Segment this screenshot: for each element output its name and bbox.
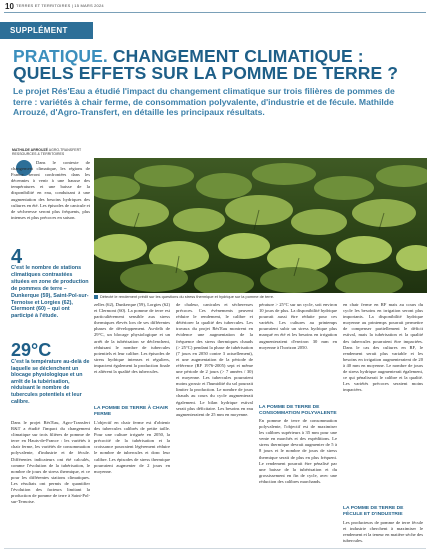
article-title [13, 48, 418, 82]
subheading-fecule-industrie: LA POMME DE TERRE DE FÉCULE ET D'INDUSTRIE [343, 506, 404, 517]
potato-field-photo [94, 158, 427, 293]
column-3-text-2: En pomme de terre de consommation polyvalente, l'objectif est de maximiser les calibres supérieurs à 35 mm pour une vente en marchés et des expéditions. Le stress thermique devrait augmenter de 5 à 8 jours et le nombre de jours de stress thermique serait de plus en plus fréquent. Le rendement pourrait être pénalisé par une baisse de la tubérisation et du grossissement en fin de cycle, avec une réduction des calibres marchands. [259, 418, 337, 484]
caption-square-icon [94, 295, 98, 299]
title-kicker: PRATIQUE. [13, 46, 108, 66]
title-line-1: CHANGEMENT CLIMATIQUE : [107, 46, 364, 66]
stat-text-temperature: C'est la température au-delà de laquelle se déclenchent un blocage physiologique et un arrêt de la tubérisation, réduisant le nombre de tubercules potentiels et leur calibre. [11, 359, 90, 405]
photo-caption-text: Détecté le rendement prédit sur les questions du stress thermique et hydrique sur la pomme de terre. [100, 294, 275, 299]
byline [12, 148, 92, 157]
subheading-consommation: LA POMME DE TERRE DE CONSOMMATION POLYVALENTE [259, 405, 337, 416]
page-number: 10 [5, 2, 14, 11]
stat-text-stations: C'est le nombre de stations climatiques contrastées situées en zone de production de pommes de terre – Dunkerque (59), Saint-Pol-sur-Ternoise et Lorgies (62), Clermont (60) – qui ont participé à l'étude. [11, 265, 89, 320]
column-4-text-2: Les producteurs de pomme de terre fécule et industrie cherchent à maximiser le rendement et la teneur en matière sèche des tubercules. [343, 520, 423, 544]
potato-plants-image [94, 158, 427, 293]
column-1-text: zelles (62), Dunkerque (59), Lorgies (62) et Clermont (60). La pomme de terre est particulièrement sensible aux stress thermiques élevés lors de ses différentes phases de développement. Au-delà de 29°C, un blocage physiologique et un arrêt de la tubérisation se déclenchent, réduisant le nombre de tubercules potentiels et leur calibre. Les épisodes de stress hydrique intenses et réguliers, impactent également la production finale et altèrent la qualité des tubercules. [94, 302, 170, 375]
title-line-2: QUELS EFFETS SUR LA POMME DE TERRE ? [13, 63, 399, 83]
subheading-chair-ferme: LA POMME DE TERRE À CHAIR FERME [94, 406, 168, 417]
section-label: SUPPLÉMENT [0, 22, 93, 39]
column-1-text-2: L'objectif en chair ferme est d'obtenir des tubercules calibrés de petite taille. Pour une culture irriguée en 2050, la précocité de la tubérisation et la croissance pourraient légèrement réduire le nombre de tubercules et donc leur calibre. Les épisodes de stress thermique pourraient augmenter de 2 jours en moyenne. [94, 420, 170, 474]
author-org: AGRO-TRANSFERT RESSOURCES & TERRITOIRES [12, 148, 82, 157]
bottom-rule [4, 548, 426, 549]
header-rule [4, 12, 426, 13]
stat-value-temperature: 29°C [11, 340, 52, 360]
column-2-text: de chaleur, canicules et sécheresses précoces. Ces évènements peuvent réduire le rendement, le calibre et détériorer la qualité des tubercules. Les travaux du projet Rés'Eau montrent en évidence une augmentation de la fréquence des stress thermiques chauds (> 25°C) pendant la phase de tubérisation (7 jours en 2050 contre 3 actuellement), et une augmentation de la période de référence (RF 1976-2005) sept et même une période de 2 jours (> 7 années / 30) et moyenne. Les tubercules pourraient moins grossir et l'humidité du sol pourrait limiter la production. Le nombre de jours chauds au cours du cycle augmenterait également. Le bilan hydrique estival serait plus déficitaire. Les besoins en eau augmenteraient de 25 mm en moyenne. [176, 302, 253, 417]
publication-header: TERRES ET TERRITOIRES | 15 MARS 2024 [16, 3, 104, 8]
photo-caption [94, 294, 427, 299]
standfirst: Le projet Rés'Eau a étudié l'impact du changement climatique sur trois filières de pommes de terre : variétés à chair ferme, de consommation polyvalente, d'industrie et de fécule. Mathilde Arrouzé, d'Agro-Transfert, en détaille les principaux résultats. [13, 86, 395, 118]
left-column-text: Dans le projet Rés'Eau, Agro-Transfert R&T a étudié l'impact du changement climatique sur trois filières de pomme de terre en Hauts-de-France : les variétés à chair ferme, les variétés de consommation polyvalente, d'industrie et de fécule. Différentes indicateurs ont été calculés, comme l'évolution de la tubérisation, le nombre de jours de stress thermique, et ce pour les différentes stations climatiques. Les résultats ont permis de quantifier l'évolution des facteurs limitant la production de pomme de terre à Saint-Pol-sur-Ternoise. [11, 420, 90, 505]
stat-value-stations: 4 [11, 246, 23, 268]
column-3-text: pérature > 25°C sur un cycle, soit environ 10 jours de plus. La disponibilité hydrique pourrait aussi être réduite pour ces variétés. Les cultures au printemps pourraient subir un stress hydrique plus marqué en été et les besoins en irrigation augmenteraient d'environ 30 mm en moyenne à l'horizon 2050. [259, 302, 337, 350]
column-4-text: en chair ferme en RF mais au cours du cycle les besoins en irrigation seront plus importants. La disponibilité hydrique moyenne au printemps pourrait permettre de compenser partiellement le déficit estival, mais la tubérisation et la qualité des tubercules pourraient être impactées. Dans le cas des cultures en RF, le rendement serait plus variable et les besoins en irrigation augmenteraient de 20 à 40 mm en moyenne. Le nombre de jours de stress hydrique augmenterait également, ce qui pénaliserait le calibre et la qualité. Les variétés précoces seraient moins impactées. [343, 302, 423, 393]
author-name: MATHILDE ARROUZÉ [12, 148, 48, 152]
intro-paragraph: Dans le contexte de changement climatique, les régions de France seront confrontées dans les décennies à venir à une hausse des températures et une baisse de la disponibilité en eau, conduisant à une augmentation des besoins hydriques des cultures en été. Les épisodes de canicule et de sécheresse seront plus fréquents, plus intenses et plus précoces en saison. [11, 160, 90, 220]
